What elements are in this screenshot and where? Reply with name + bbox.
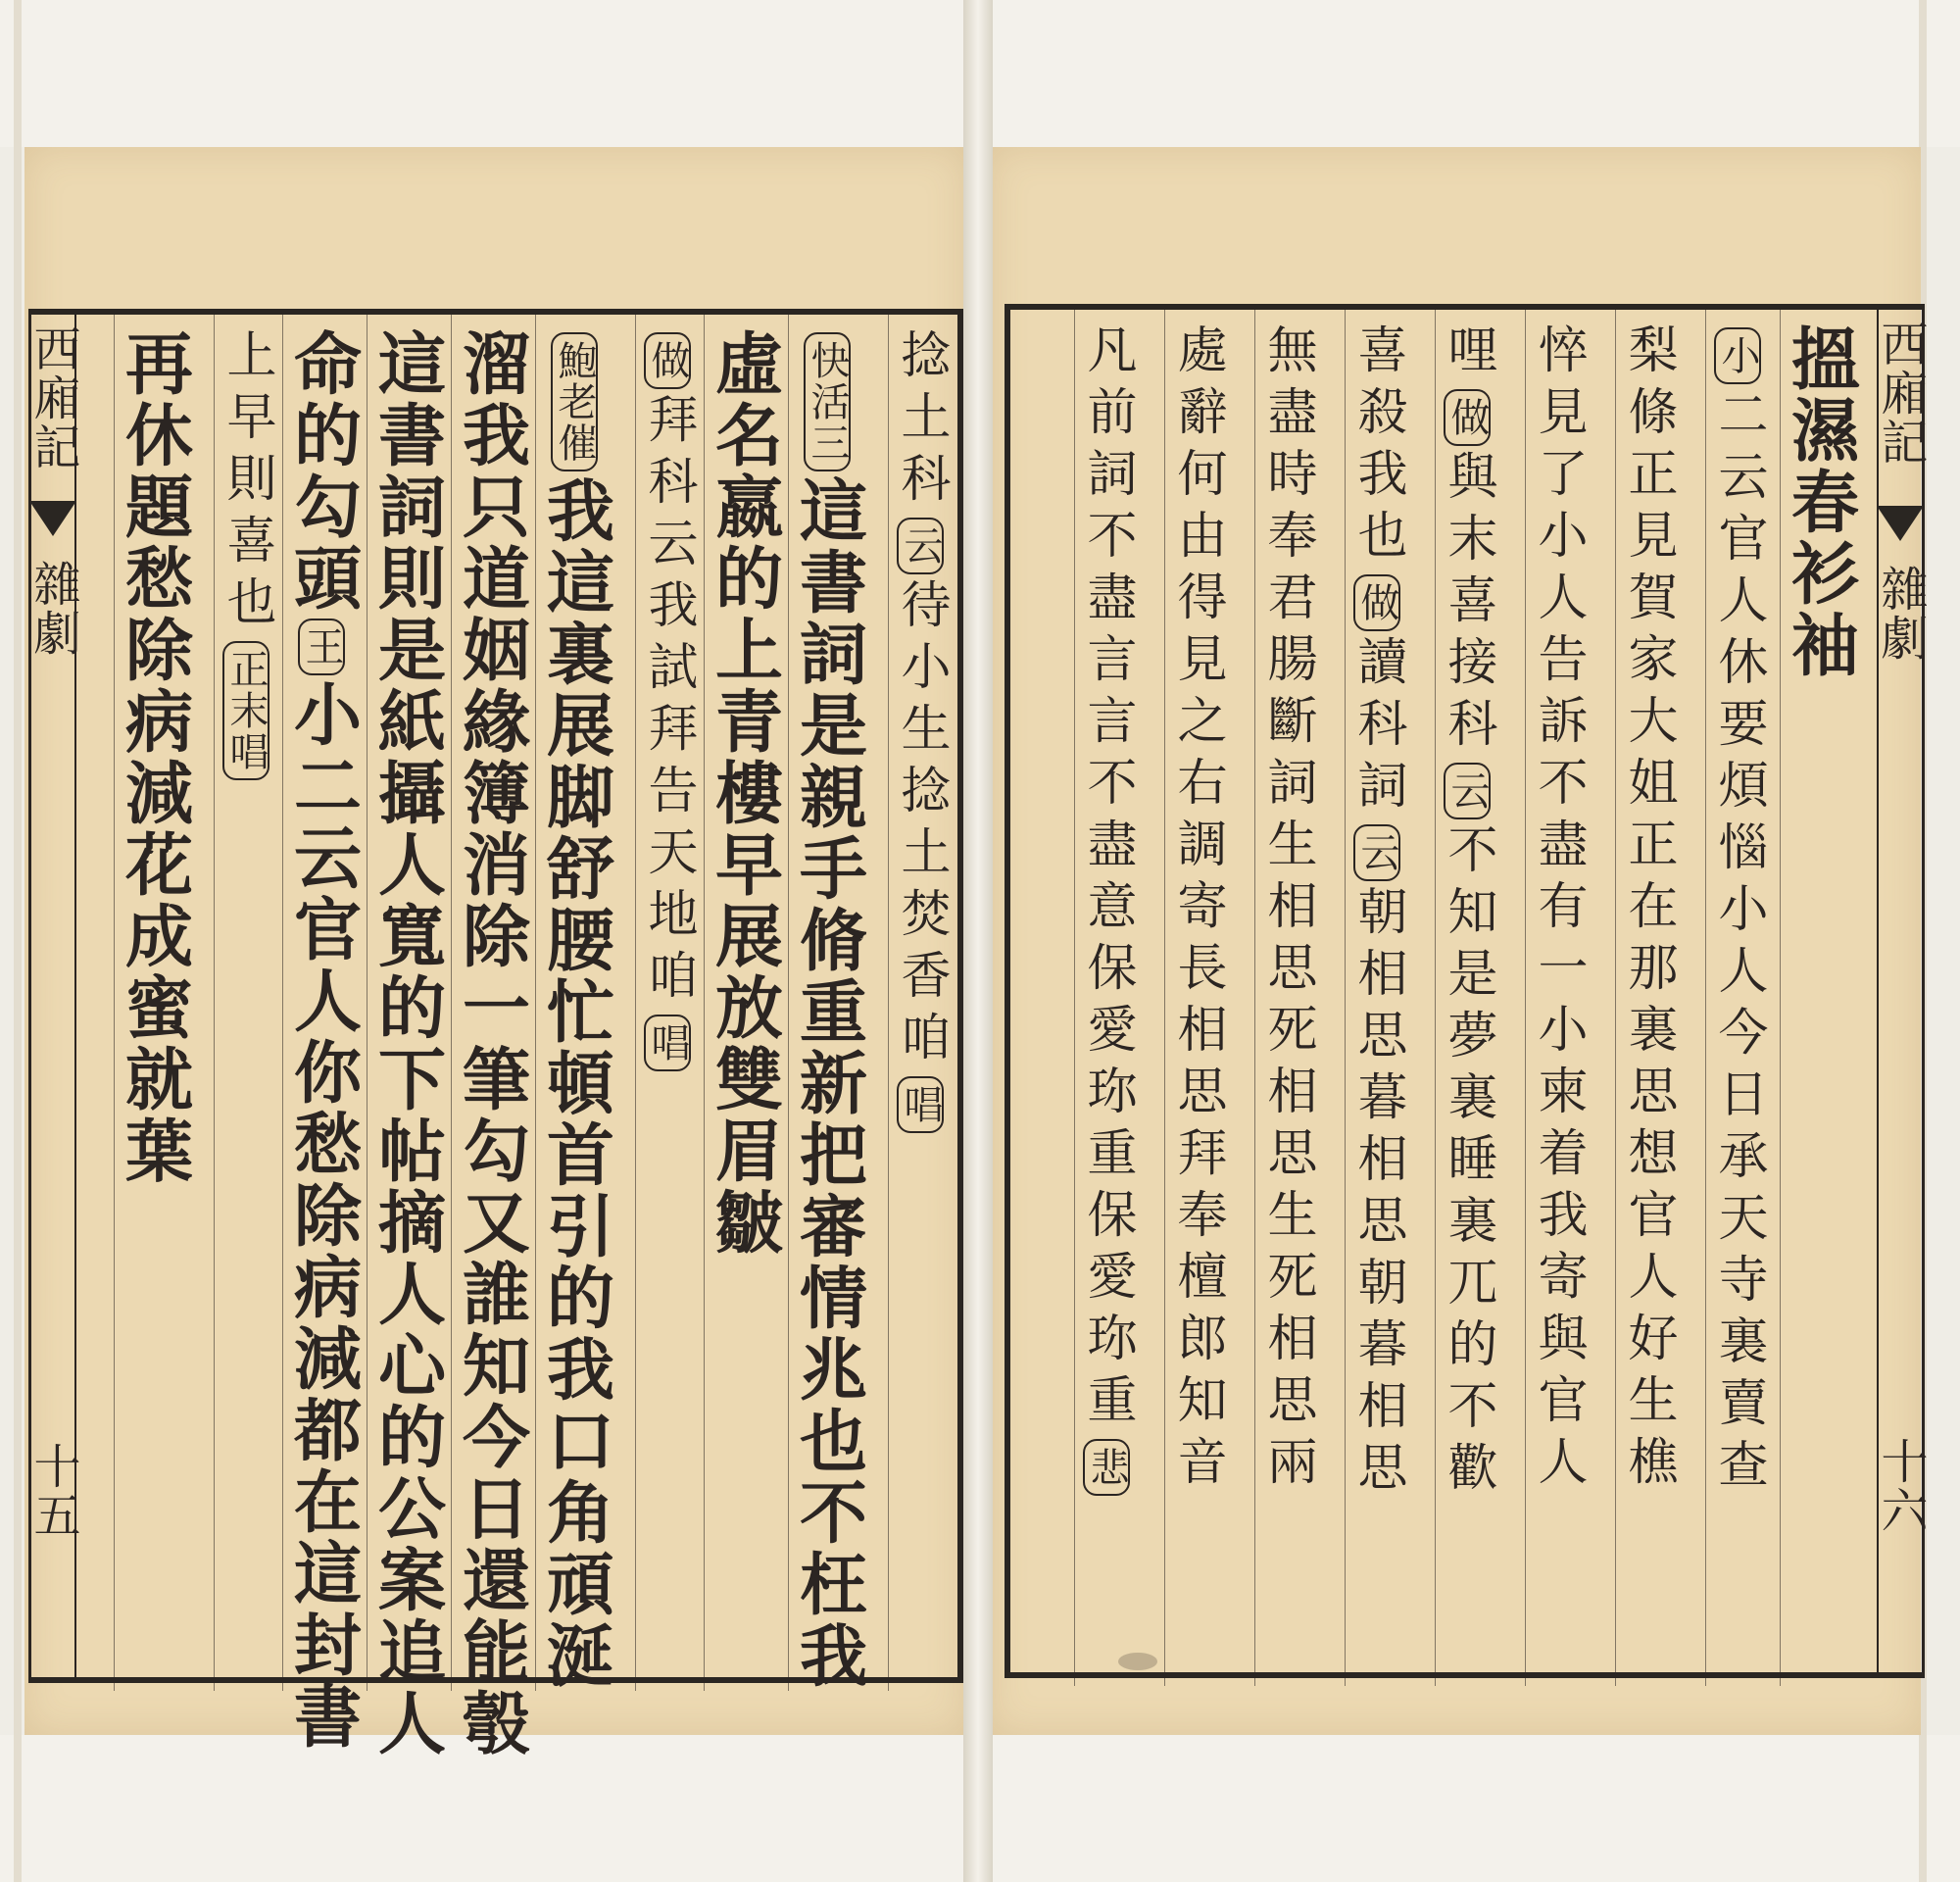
role-marker: 小	[1714, 327, 1761, 384]
column-text: 梨條正見賀家大姐正在那裏思想官人好生樵	[1619, 323, 1677, 1497]
column-text: 這書詞則是紙攝人寬的下帖摘人心的公案追人	[367, 328, 446, 1759]
column-text: 與末喜接科	[1439, 450, 1496, 759]
role-marker: 唱	[644, 1015, 691, 1071]
role-marker: 做	[1353, 574, 1400, 631]
margin-folio-number: 十五	[25, 1442, 80, 1540]
column-text: 捻土科	[892, 328, 950, 514]
role-marker: 唱	[897, 1076, 944, 1133]
column-text: 哩	[1439, 323, 1496, 385]
fish-tail-mark	[1877, 506, 1924, 541]
role-marker: 正末唱	[222, 641, 270, 780]
text-column	[1705, 310, 1767, 1686]
text-column	[888, 315, 950, 1691]
left-page	[24, 147, 965, 1759]
role-marker: 做	[644, 332, 691, 389]
text-column	[214, 315, 275, 1691]
text-column	[367, 315, 446, 1759]
text-column	[1525, 310, 1587, 1686]
left-page-edge	[14, 0, 22, 1882]
margin-section-label: 雜劇	[1873, 565, 1928, 663]
right-page-margin-column	[1873, 310, 1928, 1672]
role-marker: 云	[1353, 824, 1400, 881]
text-column	[1615, 310, 1677, 1686]
text-column	[1780, 310, 1859, 1686]
margin-section-label: 雜劇	[25, 560, 80, 658]
column-text: 拜科云我試拜告天地咱	[639, 393, 697, 1011]
role-marker: 做	[1444, 389, 1491, 446]
column-text: 命的勾頭	[282, 328, 362, 615]
column-text: 我這裏展脚舒腰忙頓首引的我口角頑涎	[535, 475, 614, 1692]
right-page	[990, 147, 1928, 1735]
text-column	[451, 315, 530, 1759]
column-text: 溜我只道姻緣簿消除一筆勾又誰知今日還能彀	[451, 328, 530, 1759]
column-text: 小二云官人你愁除病減都在這封書	[282, 679, 362, 1753]
text-column	[114, 315, 193, 1691]
margin-book-title: 西廂記	[1873, 320, 1928, 467]
column-text: 無盡時奉君腸斷詞生相思死相思生死相思兩	[1258, 323, 1316, 1497]
column-text: 這書詞是親手脩重新把審情兆也不枉我	[788, 475, 867, 1692]
column-text: 搵濕春衫袖	[1780, 323, 1859, 681]
column-text: 讀科詞	[1348, 635, 1406, 820]
left-text-frame	[25, 309, 963, 1759]
column-text: 凡前詞不盡言言不盡意保愛珎重保愛珎重	[1078, 323, 1136, 1435]
column-text: 不知是夢裏睡裏兀的不歡	[1439, 823, 1496, 1503]
role-marker: 快活三	[804, 332, 851, 471]
text-column	[1254, 310, 1316, 1686]
role-marker: 鮑老催	[551, 332, 598, 471]
role-marker: 悲	[1083, 1439, 1130, 1496]
text-column	[282, 315, 362, 1753]
column-text: 喜殺我也	[1348, 323, 1406, 570]
column-text: 朝相思暮相思朝暮相思	[1348, 885, 1406, 1503]
role-marker: 王	[298, 619, 345, 675]
left-page-margin-column	[25, 315, 80, 1677]
text-column	[535, 315, 614, 1692]
column-text: 處辭何由得見之右調寄長相思拜奉檀郎知音	[1168, 323, 1226, 1497]
margin-folio-number: 十六	[1873, 1437, 1928, 1535]
text-column	[635, 315, 697, 1691]
right-text-frame	[1004, 304, 1928, 1678]
fish-tail-mark	[29, 501, 76, 536]
text-column	[1074, 310, 1136, 1686]
column-text: 再休題愁除病減花成蜜就葉	[114, 328, 193, 1187]
text-column	[1164, 310, 1226, 1686]
text-column	[1435, 310, 1496, 1686]
role-marker: 云	[1444, 763, 1491, 819]
book-gutter	[963, 0, 993, 1882]
column-text: 悴見了小人告訴不盡有一小柬着我寄與官人	[1529, 323, 1587, 1497]
column-text: 二云官人休要煩惱小人今日承天寺裏賣查	[1709, 388, 1767, 1500]
column-text: 待小生捻土焚香咱	[892, 578, 950, 1072]
role-marker: 云	[897, 518, 944, 574]
column-text: 虛名嬴的上青樓早展放雙眉皺	[704, 328, 783, 1259]
margin-book-title: 西廂記	[25, 324, 80, 471]
text-column	[1345, 310, 1406, 1686]
text-column	[788, 315, 867, 1692]
column-text: 上早則喜也	[218, 328, 275, 637]
text-column	[704, 315, 783, 1691]
